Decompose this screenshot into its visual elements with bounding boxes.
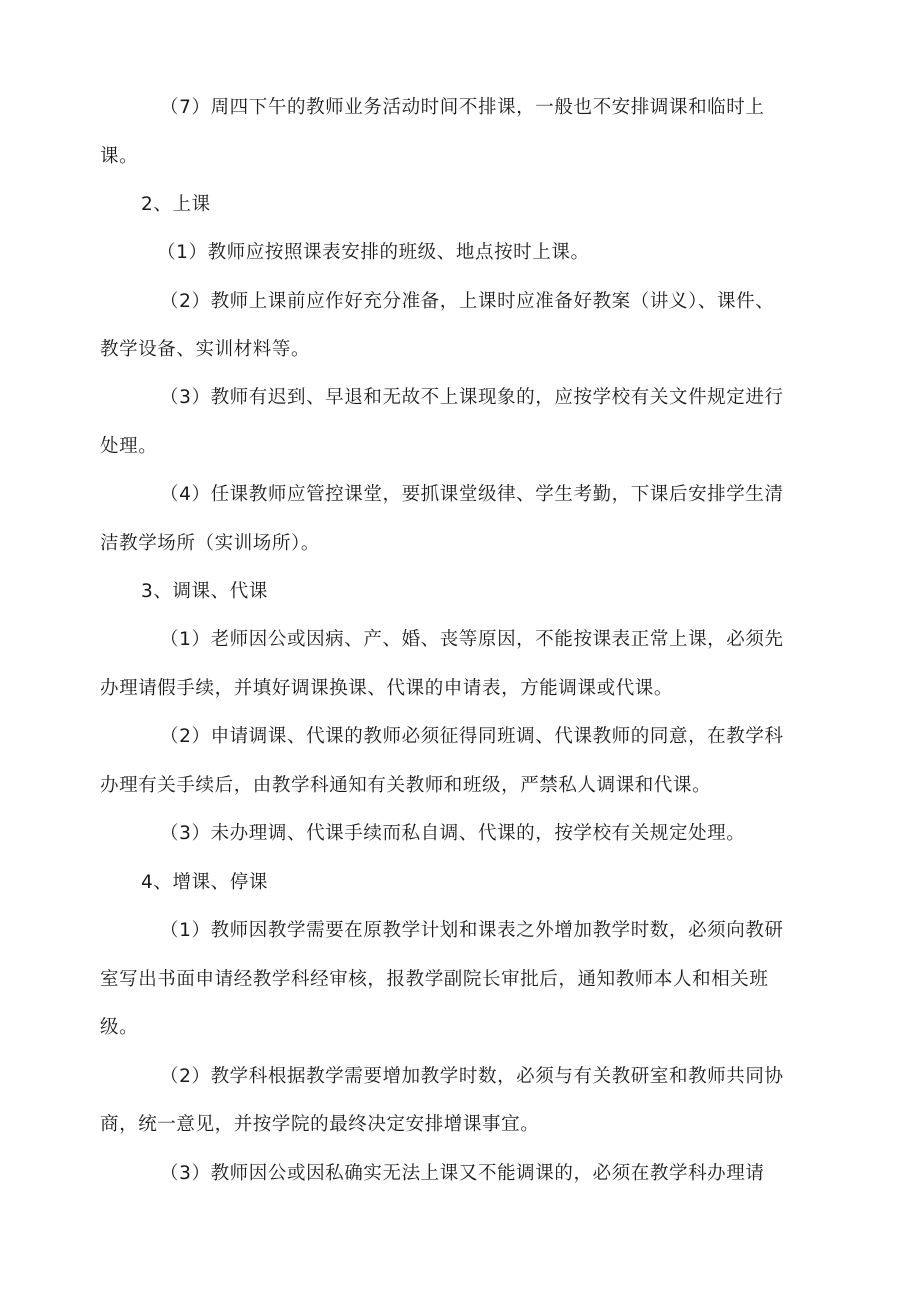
paragraph-line: 办理请假手续，并填好调课换课、代课的申请表，方能调课或代课。 bbox=[100, 678, 674, 699]
paragraph-line: （1）老师因公或因病、产、婚、丧等原因，不能按课表正常上课，必须先 bbox=[160, 629, 784, 650]
section-heading: 2、上课 bbox=[141, 194, 211, 215]
paragraph-line: 室写出书面申请经教学科经审核，报教学副院长审批后，通知教师本人和相关班 bbox=[100, 969, 769, 990]
paragraph-line: 洁教学场所（实训场所）。 bbox=[100, 533, 320, 554]
paragraph-line: （7）周四下午的教师业务活动时间不排课，一般也不安排调课和临时上 bbox=[160, 97, 765, 118]
paragraph-line: （1）教师因教学需要在原教学计划和课表之外增加教学时数，必须向教研 bbox=[160, 920, 784, 941]
paragraph-line: （3）教师有迟到、早退和无故不上课现象的，应按学校有关文件规定进行 bbox=[160, 387, 784, 408]
paragraph-line: （3）未办理调、代课手续而私自调、代课的，按学校有关规定处理。 bbox=[160, 823, 746, 844]
section-heading: 3、调课、代课 bbox=[141, 581, 268, 602]
paragraph-line: 级。 bbox=[100, 1017, 139, 1038]
paragraph-line: 办理有关手续后，由教学科通知有关教师和班级，严禁私人调课和代课。 bbox=[100, 775, 712, 796]
paragraph-line: 商，统一意见，并按学院的最终决定安排增课事宜。 bbox=[100, 1114, 540, 1135]
section-heading: 4、增课、停课 bbox=[141, 872, 268, 893]
paragraph-line: （1）教师应按照课表安排的班级、地点按时上课。 bbox=[157, 242, 590, 263]
paragraph-line: 处理。 bbox=[100, 436, 158, 457]
paragraph-line: 教学设备、实训材料等。 bbox=[100, 339, 311, 360]
paragraph-line: （3）教师因公或因私确实无法上课又不能调课的，必须在教学科办理请 bbox=[160, 1163, 765, 1184]
paragraph-line: （2）申请调课、代课的教师必须征得同班调、代课教师的同意，在教学科 bbox=[160, 726, 784, 747]
paragraph-line: （4）任课教师应管控课堂，要抓课堂级律、学生考勤，下课后安排学生清 bbox=[160, 484, 784, 505]
paragraph-line: （2）教学科根据教学需要增加教学时数，必须与有关教研室和教师共同协 bbox=[160, 1066, 784, 1087]
paragraph-line: 课。 bbox=[100, 146, 139, 167]
paragraph-line: （2）教师上课前应作好充分准备，上课时应准备好教案（讲义）、课件、 bbox=[160, 291, 775, 312]
